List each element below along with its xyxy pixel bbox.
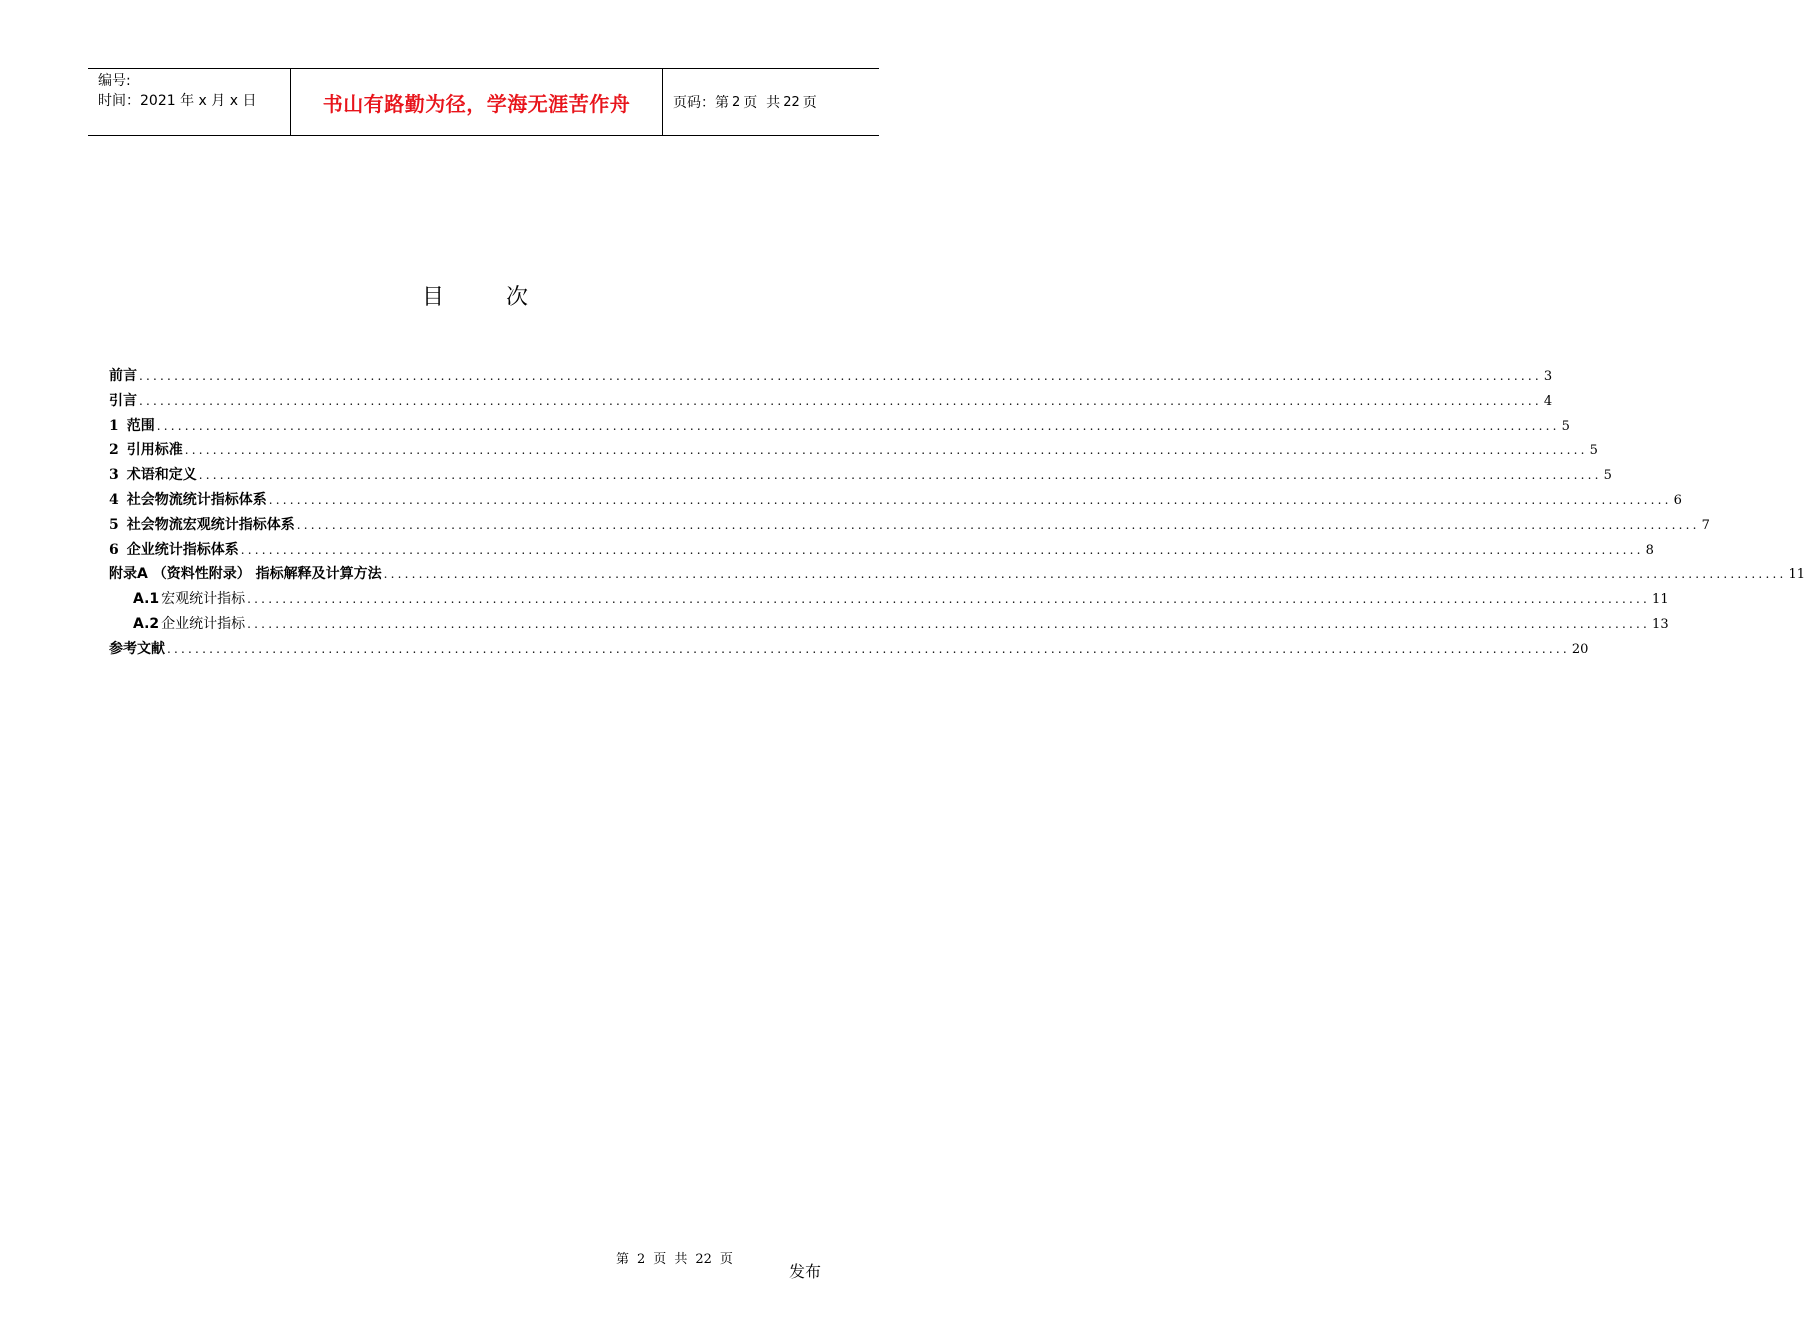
toc-entry-number: 6 <box>109 541 119 558</box>
toc-leader-dots: ........................................................................................................................................................................................................ <box>139 393 1542 408</box>
toc-entry-label <box>109 539 239 561</box>
footer-page-number <box>612 1248 737 1267</box>
toc-entry-page: 8 <box>1645 542 1654 558</box>
code-label: 编号: <box>98 73 131 89</box>
toc-entry[interactable] <box>109 439 1598 464</box>
toc-entry-label <box>109 514 295 536</box>
time-label: 时间：2021 年 x 月 x 日 <box>98 93 257 109</box>
toc-leader-dots: ........................................................................................................................................................................................................ <box>247 592 1651 607</box>
toc-leader-dots: ........................................................................................................................................................................................................ <box>268 492 1672 507</box>
toc-entry-page: 6 <box>1673 492 1682 508</box>
page-suffix: 页 <box>802 95 817 111</box>
toc-entry-number: A.2 <box>133 615 160 632</box>
toc-leader-dots: ........................................................................................................................................................................................................ <box>240 542 1644 557</box>
toc-entry-label <box>109 415 155 437</box>
toc-entry-page: 3 <box>1543 369 1553 384</box>
toc-entry-number: 5 <box>109 516 119 533</box>
toc-entry-page: 11 <box>1788 567 1805 583</box>
toc-entry-page: 7 <box>1701 517 1710 533</box>
toc-entry-text: 宏观统计指标 <box>161 591 246 608</box>
footer-total: 22 <box>695 1252 712 1267</box>
page-prefix: 页码：第 <box>673 95 729 111</box>
header-motto: 书山有路勤为径，学海无涯苦作舟 <box>291 69 663 135</box>
toc-entry[interactable] <box>109 514 1710 539</box>
toc-entry-label <box>109 439 183 461</box>
toc-leader-dots: ........................................................................................................................................................................................................ <box>184 443 1588 458</box>
toc-leader-dots: ........................................................................................................................................................................................................ <box>383 567 1787 582</box>
toc-entry-page: 4 <box>1543 393 1553 409</box>
toc-entry-text: 范围 <box>126 417 155 434</box>
header-page-info <box>663 69 879 135</box>
toc-entry-number: 2 <box>109 442 119 459</box>
footer-ye1: 页 <box>653 1252 667 1267</box>
toc-entry-page: 5 <box>1589 443 1598 459</box>
toc-entry[interactable] <box>109 539 1654 564</box>
toc-entry-label <box>109 365 137 387</box>
toc-entry[interactable] <box>109 638 1589 663</box>
toc-entry-text: 引言 <box>109 392 137 409</box>
toc-entry[interactable] <box>109 390 1553 415</box>
toc-leader-dots: ........................................................................................................................................................................................................ <box>167 641 1570 656</box>
toc-leader-dots: ........................................................................................................................................................................................................ <box>156 418 1560 433</box>
toc-entry-page: 5 <box>1561 418 1570 434</box>
toc-entry[interactable] <box>109 489 1682 514</box>
toc-entry-page: 5 <box>1603 468 1612 484</box>
toc-entry-page: 13 <box>1652 616 1669 632</box>
page-mid: 页 共 <box>743 95 781 111</box>
footer-ye2: 页 <box>719 1252 733 1267</box>
toc-entry-text: 术语和定义 <box>126 467 197 484</box>
toc-leader-dots: ........................................................................................................................................................................................................ <box>296 517 1700 532</box>
toc-entry[interactable] <box>109 464 1612 489</box>
toc-entry-text: 参考文献 <box>109 640 165 657</box>
toc-entry[interactable] <box>109 415 1570 440</box>
header-meta <box>88 69 291 135</box>
footer-di: 第 <box>616 1252 630 1267</box>
toc-entry-text: 企业统计指标体系 <box>126 541 239 558</box>
toc-entry-text: 前言 <box>109 368 137 384</box>
toc-entry-number: 3 <box>109 467 119 484</box>
footer-publish: 发布 <box>789 1262 822 1281</box>
toc-entry-number: 1 <box>109 417 119 434</box>
toc-leader-dots: ........................................................................................................................................................................................................ <box>139 369 1542 383</box>
toc-leader-dots: ........................................................................................................................................................................................................ <box>198 468 1602 483</box>
document-header <box>88 68 879 136</box>
toc-title: 目次 <box>421 285 590 310</box>
toc-entry-label <box>109 390 137 412</box>
toc-entry-number: 4 <box>109 491 119 508</box>
toc-entry-label <box>109 563 382 585</box>
footer-page: 2 <box>637 1252 646 1267</box>
toc-entry[interactable] <box>109 588 1669 613</box>
toc-entry-number: A.1 <box>133 591 160 608</box>
toc-entry[interactable] <box>109 365 1553 390</box>
toc-entry-page: 20 <box>1571 641 1589 657</box>
toc-entry-text: 社会物流宏观统计指标体系 <box>126 516 295 533</box>
toc-entry-text: 附录A （资料性附录） 指标解释及计算方法 <box>109 566 382 583</box>
toc-entry-label <box>109 638 165 660</box>
toc-entry[interactable] <box>109 563 1805 588</box>
toc-entry[interactable] <box>109 613 1669 638</box>
toc-entry-label <box>109 464 197 486</box>
toc-entry-text: 引用标准 <box>126 442 183 459</box>
table-of-contents <box>109 365 1805 663</box>
page-number: 2 <box>732 94 741 110</box>
toc-leader-dots: ........................................................................................................................................................................................................ <box>247 616 1651 631</box>
footer-gong: 共 <box>674 1252 688 1267</box>
toc-entry-text: 企业统计指标 <box>161 615 246 632</box>
toc-entry-label <box>133 613 245 635</box>
toc-entry-page: 11 <box>1652 592 1669 608</box>
page-total: 22 <box>783 94 800 110</box>
toc-entry-label <box>133 588 245 610</box>
toc-entry-text: 社会物流统计指标体系 <box>126 491 267 508</box>
toc-entry-label <box>109 489 267 511</box>
